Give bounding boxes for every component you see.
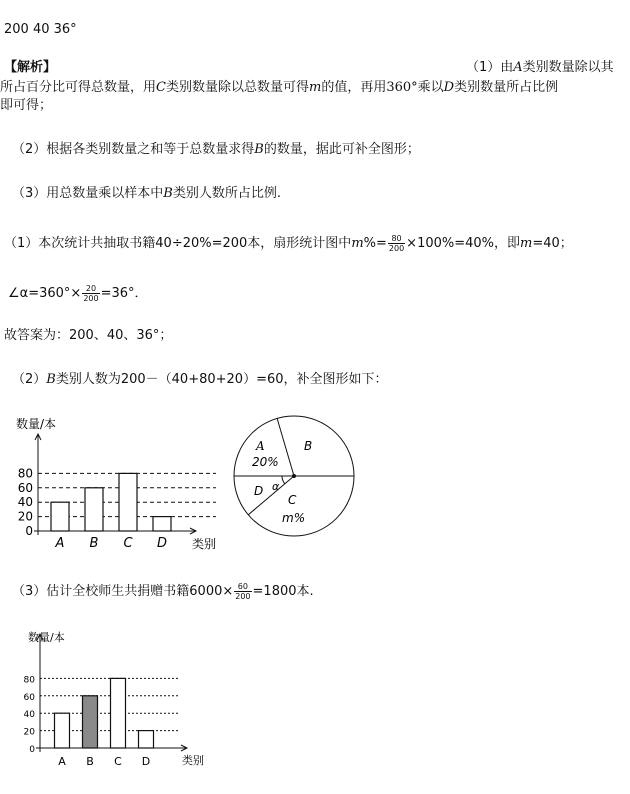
chart1-bar-A	[51, 502, 69, 531]
chart2-bar-A	[55, 713, 70, 748]
chart1-bar-D	[153, 517, 171, 531]
chart2-ytick-40: 40	[23, 710, 35, 721]
chart1-ylabel: 数量/本	[16, 417, 57, 431]
chart2-bar-D	[139, 731, 154, 748]
answer-line: 200 40 36°	[4, 22, 77, 37]
analysis-p1-line3: 即可得；	[0, 98, 53, 113]
chart2-bar-B	[83, 696, 98, 748]
pie-label-a: A	[256, 439, 265, 453]
chart2-ytick-60: 60	[23, 692, 35, 703]
chart1-ytick-80: 80	[17, 466, 33, 481]
chart2-ytick-80: 80	[23, 675, 35, 686]
analysis-title: 【解析】	[4, 60, 57, 75]
bar-chart-2	[20, 628, 220, 773]
chart2-xtick-B: B	[86, 755, 94, 768]
analysis-p1-line2: 所占百分比可得总数量，用C类别数量除以总数量可得m的值，再用360°乘以D类别数量所占比例	[0, 80, 559, 95]
chart1-bar-C	[119, 473, 137, 531]
chart1-ytick-40: 40	[17, 495, 33, 510]
chart2-ytick-0: 0	[29, 745, 35, 755]
solution-s4: （2）B类别人数为200－（40+80+20）=60，补全图形如下：	[12, 372, 388, 387]
analysis-p2: （2）根据各类别数量之和等于总数量求得B的数量，据此可补全图形；	[12, 142, 420, 157]
solution-s1: （1）本次统计共抽取书籍40÷20%=200本，扇形统计图中m%= $\frac{80}{200}$ ×100%=40%，即m=40；	[4, 234, 573, 253]
pie-label-c-pct: m%	[282, 511, 306, 525]
chart1-xlabel: 类别	[192, 537, 217, 551]
chart1-ytick-0: 0	[25, 524, 33, 538]
pie-label-alpha: α	[272, 480, 280, 493]
chart2-xlabel: 类别	[182, 754, 204, 767]
solution-s5: （3）估计全校师生共捐赠书籍6000× $\frac{60}{200}$ =1800本.	[12, 582, 314, 601]
chart2-ylabel: 数量/本	[28, 631, 65, 644]
bar-chart-1	[10, 410, 230, 560]
solution-s3: 故答案为：200、40、36°；	[4, 328, 173, 343]
pie-label-c: C	[288, 493, 297, 507]
chart1-ytick-60: 60	[17, 480, 33, 495]
pie-label-a-pct: 20%	[252, 455, 279, 469]
solution-s2: ∠α=360°× $\frac{20}{200}$ =36°．	[8, 284, 148, 303]
analysis-p1-line1: （1）由A类别数量除以其	[466, 60, 614, 75]
chart2-xtick-A: A	[58, 755, 66, 768]
chart1-xtick-A: A	[55, 536, 65, 551]
chart2-ytick-20: 20	[23, 727, 35, 738]
chart2-xtick-C: C	[114, 755, 122, 768]
pie-center	[292, 474, 296, 478]
chart1-bar-B	[85, 488, 103, 531]
chart2-bar-C	[111, 678, 126, 748]
chart1-ytick-20: 20	[17, 509, 33, 524]
chart1-xtick-D: D	[156, 536, 168, 551]
pie-label-b: B	[304, 439, 313, 453]
analysis-p3: （3）用总数量乘以样本中B类别人数所占比例.	[12, 186, 281, 201]
chart1-xtick-B: B	[89, 536, 99, 551]
chart2-xtick-D: D	[141, 755, 151, 768]
pie-chart	[230, 404, 365, 544]
pie-label-d: D	[254, 484, 264, 498]
chart1-xtick-C: C	[123, 536, 133, 551]
